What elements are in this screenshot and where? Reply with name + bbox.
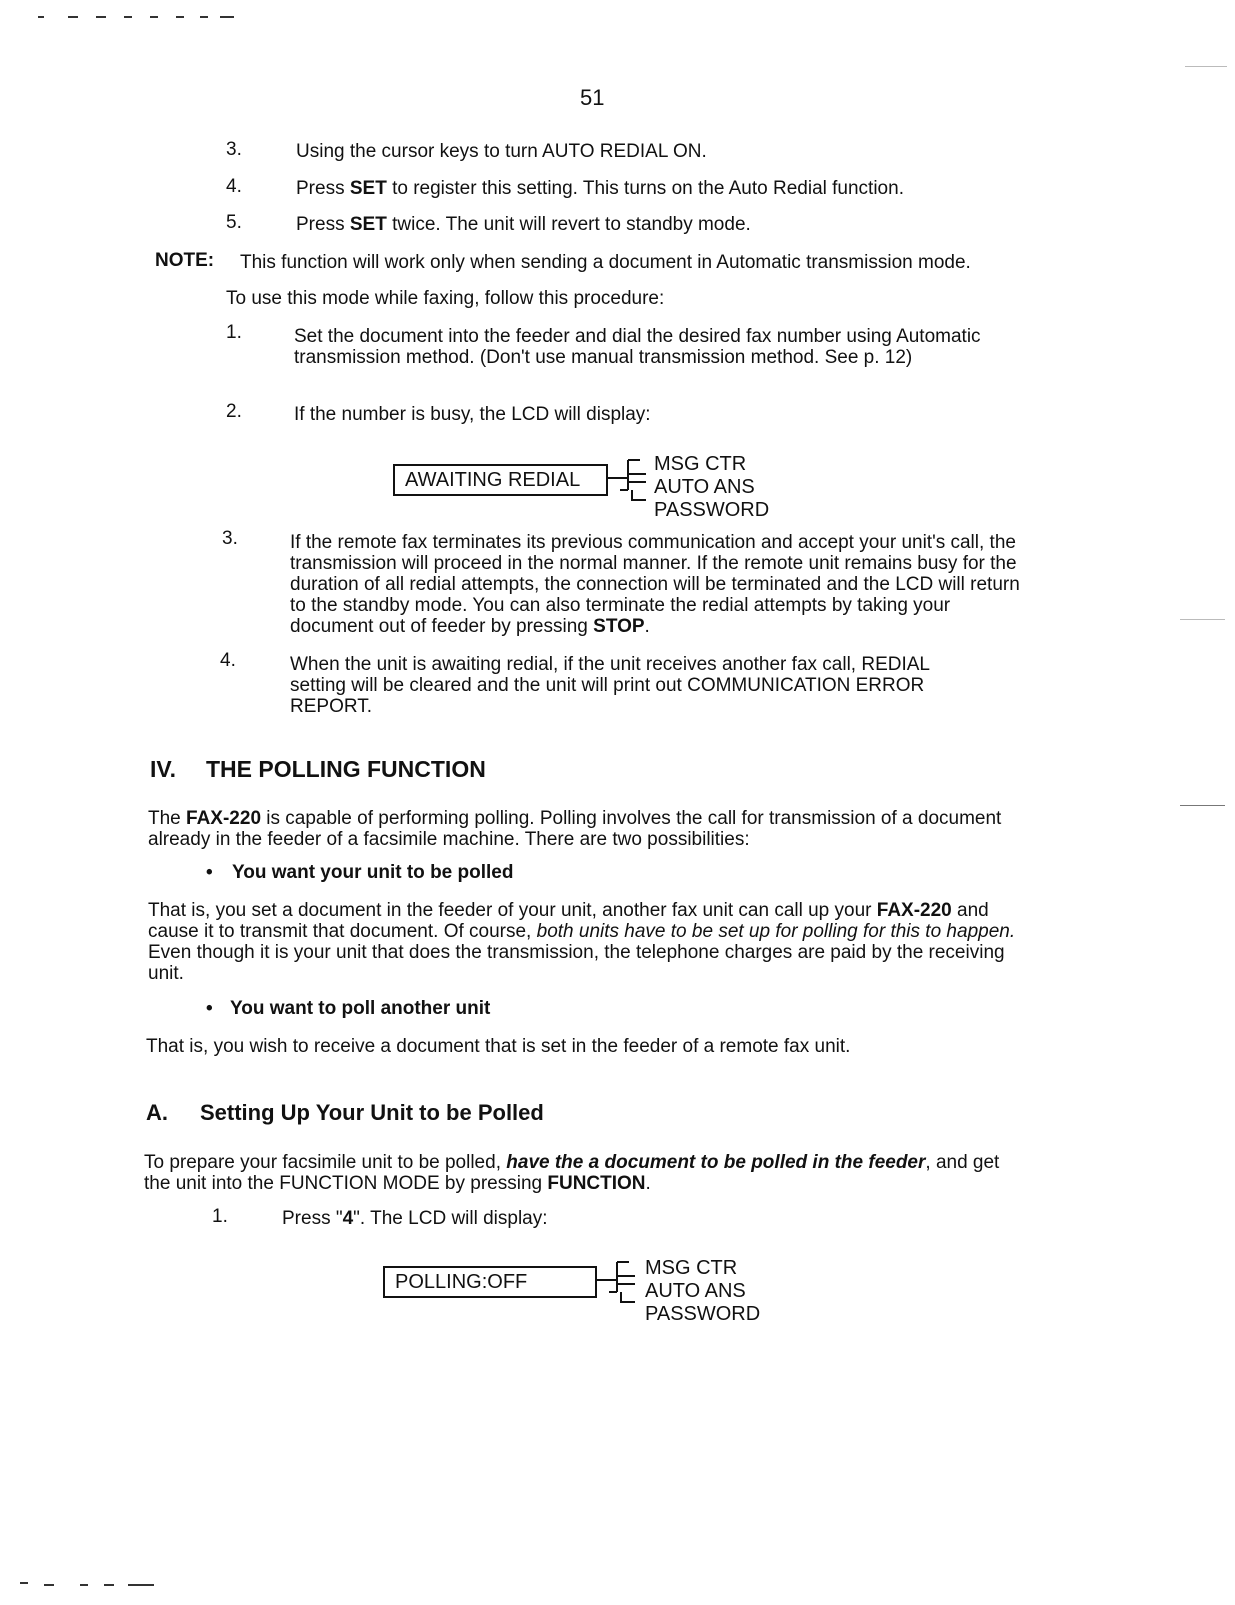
section-text: To prepare your facsimile unit to be polled, have the a document to be polled in the feeder, and get the unit into the FUNCTION MODE by pressing FUNCTION. [144,1152,1000,1194]
bullet-title: You want your unit to be polled [232,862,514,883]
scan-mark [68,16,78,18]
scan-mark [176,16,184,18]
section-letter: A. [146,1100,168,1125]
step-number: 1. [212,1206,228,1227]
scan-mark [80,1584,88,1586]
scan-edge [1180,619,1225,620]
step-text: Press SET twice. The unit will revert to standby mode. [296,214,751,235]
lcd-label: AUTO ANS [645,1280,746,1302]
step-number: 5. [226,212,242,233]
lcd-label: PASSWORD [645,1303,761,1325]
note-intro: To use this mode while faxing, follow this procedure: [226,288,665,309]
step-number: 3. [222,528,238,549]
bullet-title: You want to poll another unit [230,998,491,1019]
scan-mark [124,16,132,18]
scan-mark [150,16,158,18]
step-number: 4. [226,176,242,197]
note-text: This function will work only when sending a document in Automatic transmission mode. [240,252,971,273]
scan-mark [38,16,44,18]
scan-mark [44,1584,54,1586]
section-intro: The FAX-220 is capable of performing polling. Polling involves the call for transmission of a document already in the feeder of a facsimile machine. There are two possibilities: [148,808,1002,850]
page-number: 51 [580,85,605,110]
note-label: NOTE: [155,250,215,271]
lcd-display: POLLING:OFF [383,1266,597,1298]
step-number: 4. [220,650,236,671]
scan-edge [1180,805,1225,806]
lcd-display: AWAITING REDIAL [393,464,608,496]
step-text: Press "4". The LCD will display: [282,1208,548,1229]
step-text: If the remote fax terminates its previous communication and accept your unit's call, the transmission will proceed in the normal manner. If the remote unit remains busy for the duration of all redial attempts, the connection will be terminated and the LCD will return to the standby mode. You can also terminate the redial attempts by taking your document out of feeder by pressing STOP. [290,532,1020,637]
section-title: Setting Up Your Unit to be Polled [200,1100,544,1125]
bullet-text: That is, you set a document in the feeder of your unit, another fax unit can call up your FAX-220 and cause it to transmit that document. Of course, both units have to be set up for polling for this to happen. Even though it is your unit that does the transmission, the telephone charges are paid by the receiving unit. [148,900,1016,984]
lcd-label: AUTO ANS [654,476,755,498]
step-text: Using the cursor keys to turn AUTO REDIAL ON. [296,141,707,162]
scan-mark [104,1584,114,1586]
scan-mark [20,1582,28,1584]
lcd-label: MSG CTR [654,453,747,475]
scan-edge [1185,66,1227,67]
step-number: 2. [226,401,242,422]
scan-mark [200,16,208,18]
step-text: Press SET to register this setting. This turns on the Auto Redial function. [296,178,904,199]
scan-mark [128,1584,154,1586]
bullet-text: That is, you wish to receive a document that is set in the feeder of a remote fax unit. [146,1036,851,1057]
lcd-label: MSG CTR [645,1257,738,1279]
scan-mark [220,16,234,18]
scan-mark [96,16,106,18]
section-numeral: IV. [150,756,177,782]
step-text: Set the document into the feeder and dial the desired fax number using Automatic transmission method. (Don't use manual transmission method. See p. 12) [294,326,981,368]
bullet-dot: • [206,862,213,883]
bullet-dot: • [206,998,213,1019]
section-title: THE POLLING FUNCTION [206,756,486,782]
lcd-bracket-icon [606,454,654,514]
step-number: 3. [226,139,242,160]
step-number: 1. [226,322,242,343]
lcd-bracket-icon [595,1256,645,1316]
step-text: If the number is busy, the LCD will display: [294,404,651,425]
lcd-label: PASSWORD [654,499,770,521]
step-text: When the unit is awaiting redial, if the unit receives another fax call, REDIAL setting will be cleared and the unit will print out COMMUNICATION ERROR REPORT. [290,654,930,717]
